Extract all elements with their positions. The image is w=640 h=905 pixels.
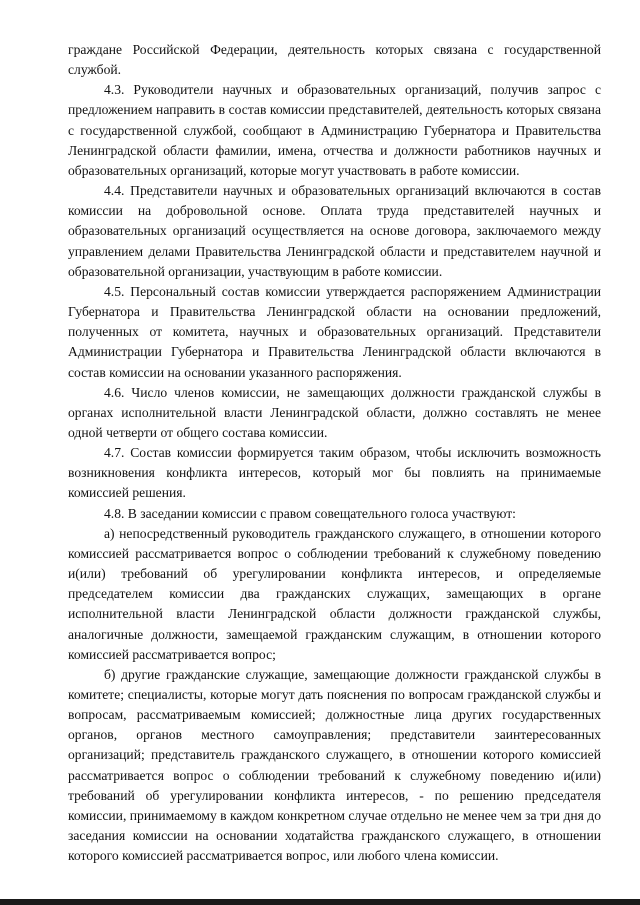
paragraph-4-8-b: б) другие гражданские служащие, замещающие должности гражданской службы в комитете; специалисты, которые могут дать пояснения по вопросам гражданской службы и вопросам, рассматриваемым комиссией; должностные лица других государственных органов, органов местного самоуправления; представители заинтересованных организаций; представитель гражданского служащего, в отношении которого комиссией рассматривается вопрос о соблюдении требований к служебному поведению и(или) требований об урегулировании конфликта интересов, - по решению председателя комиссии, принимаемому в каждом конкретном случае отдельно не менее чем за три дня до заседания комиссии на основании ходатайства гражданского служащего, в отношении которого комиссией рассматривается вопрос, или любого члена комиссии.	[68, 666, 602, 864]
paragraph-4-7: 4.7. Состав комиссии формируется таким образом, чтобы исключить возможность возникновения конфликта интересов, который мог бы повлиять на принимаемые комиссией решения.	[68, 445, 601, 501]
paragraph-4-6: 4.6. Число членов комиссии, не замещающих должности гражданской службы в органах исполнительной власти Ленинградской области, должно составлять не менее одной четверти от общего состава комиссии.	[68, 384, 601, 440]
paragraph-continuation: граждане Российской Федерации, деятельность которых связана с государственной службой.	[68, 42, 601, 78]
paragraph-4-4: 4.4. Представители научных и образовательных организаций включаются в состав комиссии на добровольной основе. Оплата труда представителей научных и образовательных организаций осуществляется на основе договора, заключаемого между управлением делами Правительства Ленинградской области и представителем научной и образовательной организации, участвующим в работе комиссии.	[68, 183, 601, 279]
paragraph-4-8-a: а) непосредственный руководитель гражданского служащего, в отношении которого комиссией рассматривается вопрос о соблюдении требований к служебному поведению и(или) требований об урегулировании конфликта интересов, и определяемые председателем комиссии два гражданских служащих, замещающих в органе исполнительной власти Ленинградской области должности гражданской службы, аналогичные должности, замещаемой гражданским служащим, в отношении которого комиссией рассматривается вопрос;	[68, 525, 601, 662]
paragraph-4-3: 4.3. Руководители научных и образовательных организаций, получив запрос с предложением направить в состав комиссии представителей, деятельность которых связана с государственной службой, сообщают в Администрацию Губернатора и Правительства Ленинградской области фамилии, имена, отчества и должности работников научных и образовательных организаций, которые могут участвовать в работе комиссии.	[68, 82, 601, 178]
paragraph-4-8: 4.8. В заседании комиссии с правом совещательного голоса участвуют:	[104, 505, 516, 521]
document-page	[68, 40, 601, 866]
scan-bottom-edge	[0, 899, 640, 905]
paragraph-4-5: 4.5. Персональный состав комиссии утверждается распоряжением Администрации Губернатора и Правительства Ленинградской области на основании предложений, полученных от комитета, научных и образовательных организаций. Представители Администрации Губернатора и Правительства Ленинградской области включаются в состав комиссии на основании указанного распоряжения.	[68, 283, 601, 380]
